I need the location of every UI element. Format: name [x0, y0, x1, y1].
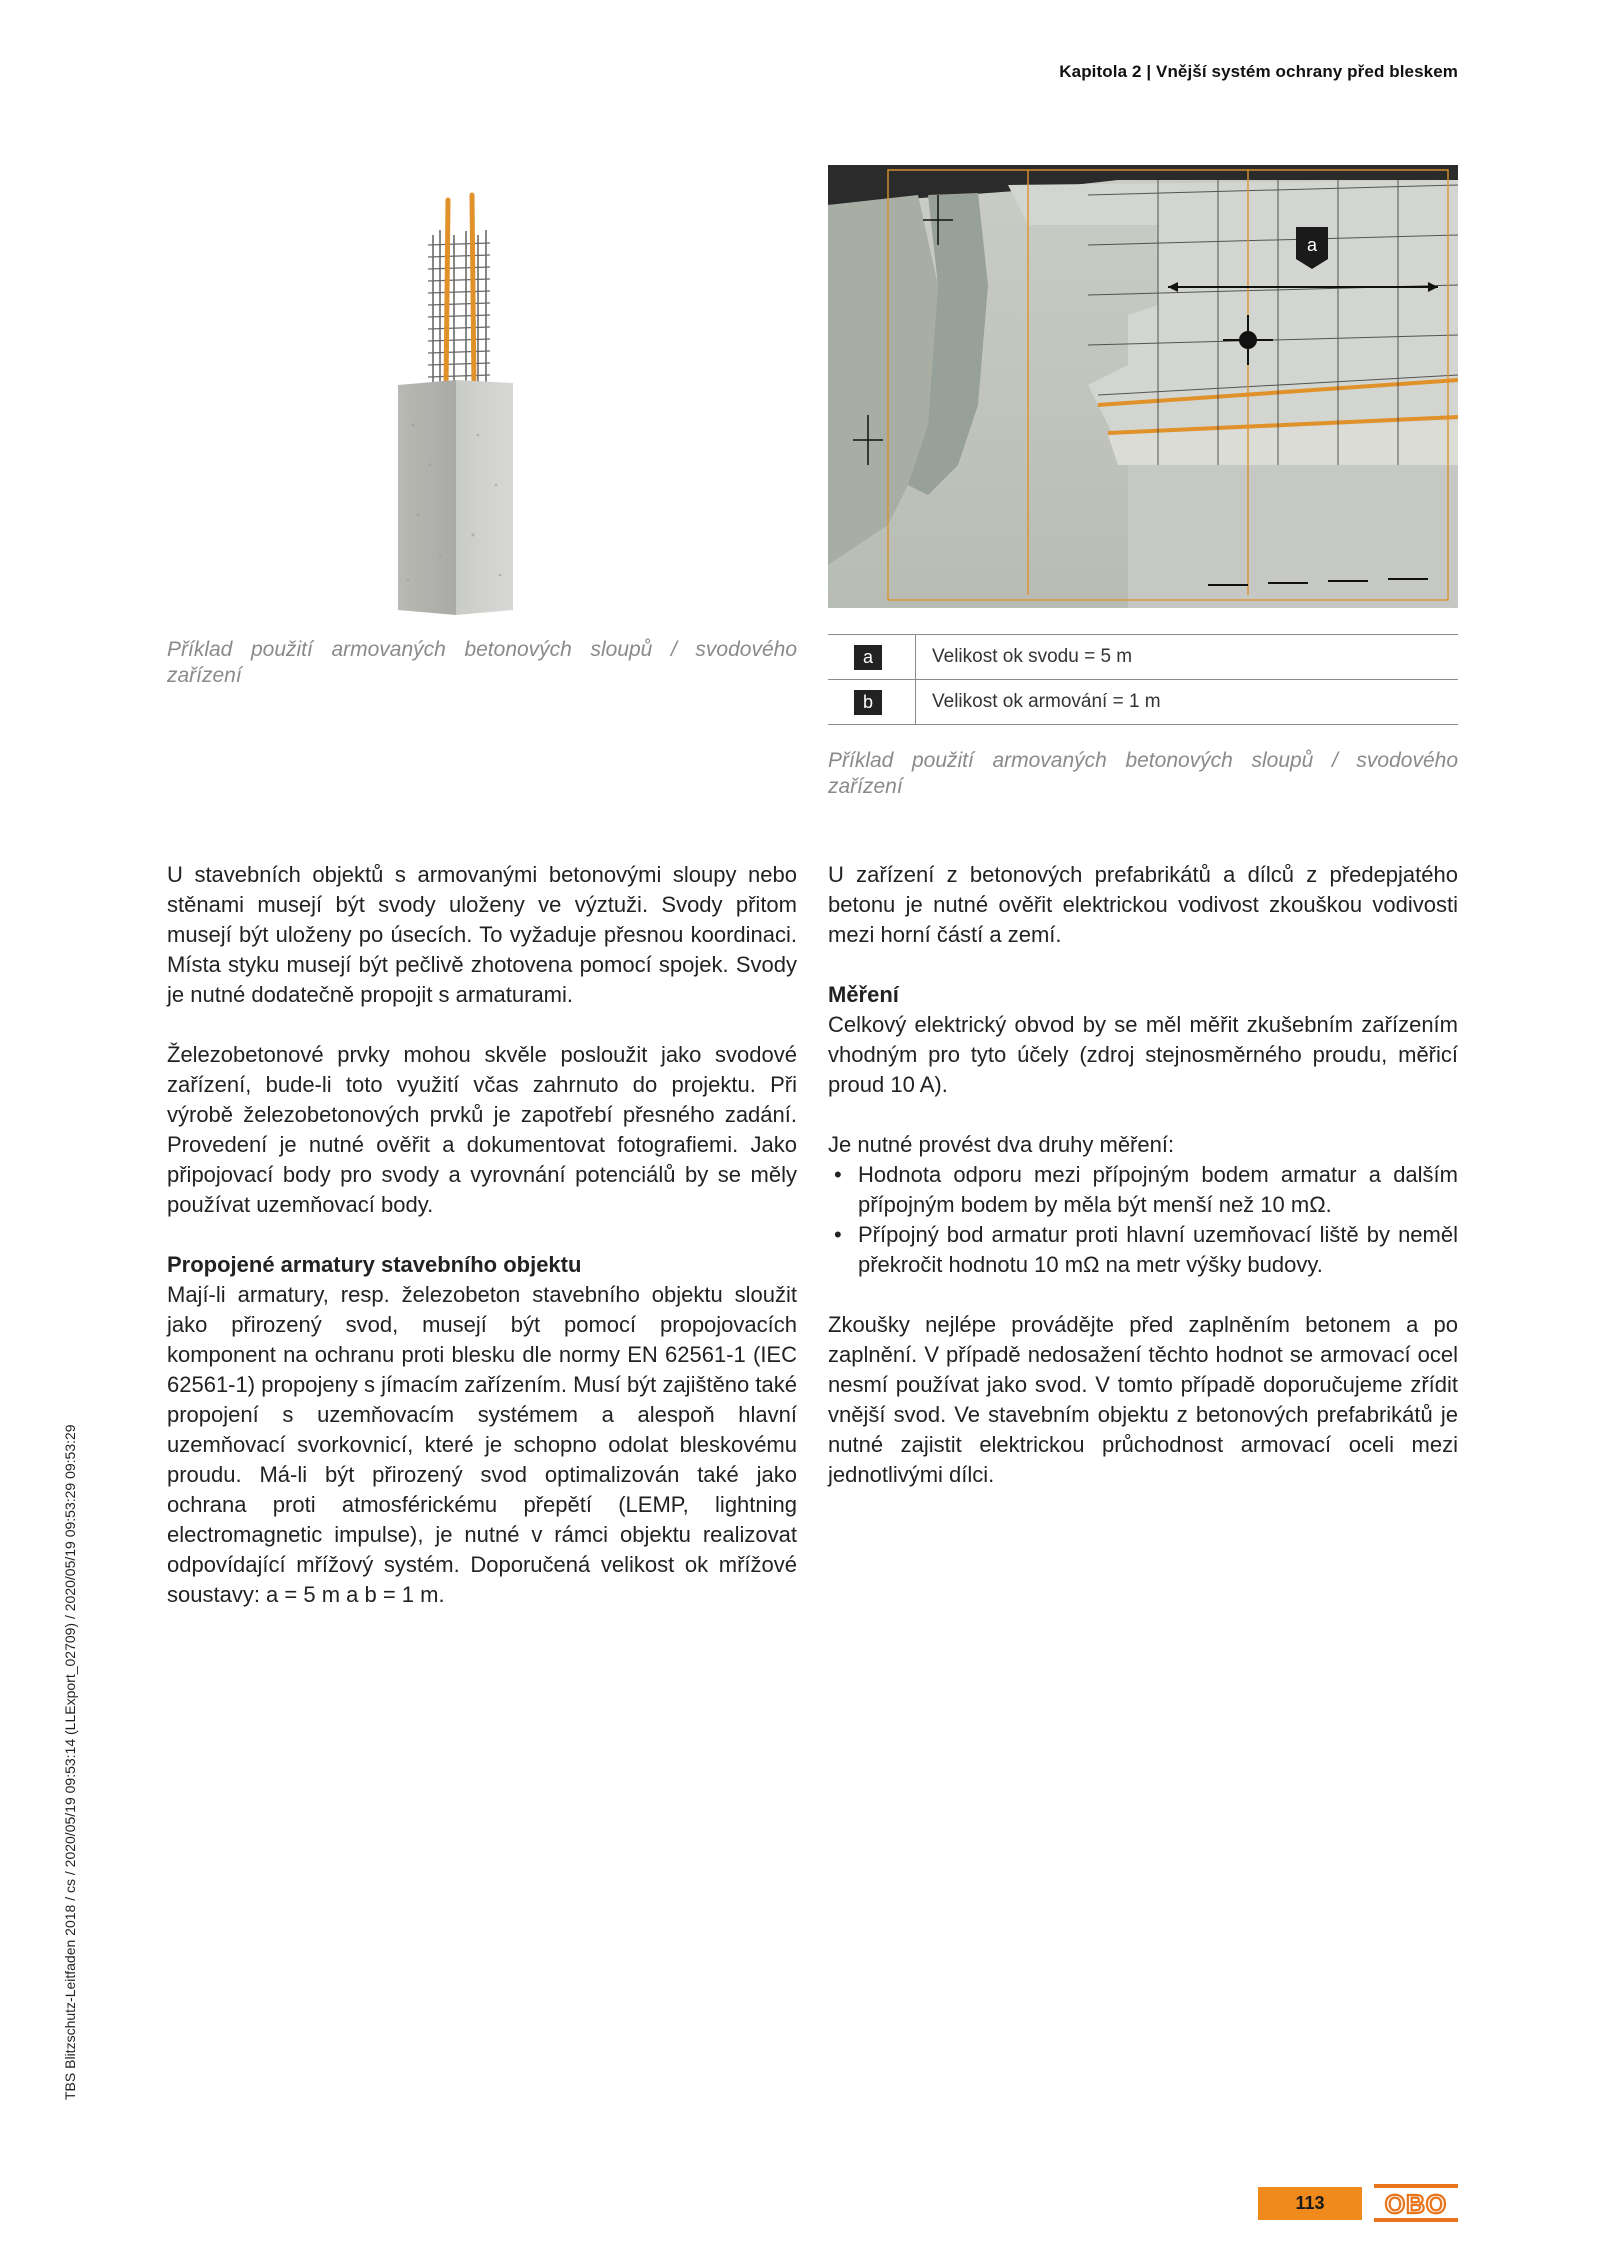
list-item: • Hodnota odporu mezi přípojným bodem armatur a dalším přípojným bodem by měla být menší než 10 mΩ. [828, 1160, 1458, 1220]
svg-text:a: a [1306, 235, 1318, 255]
figure-legend [828, 634, 1458, 725]
left-paragraph-2: Železobetonové prvky mohou skvěle posloužit jako svodové zařízení, bude-li toto využití včas zahrnuto do projektu. Při výrobě železobetonových prvků je zapotřebí přesného zadání. Provedení je nutné ověřit a dokumentovat fotografiemi. Jako připojovací body pro svody a vyrovnání potenciálů by se měly používat uzemňovací body. [167, 1042, 797, 1217]
measurement-list [828, 1160, 1458, 1280]
legend-row-a [828, 634, 1458, 679]
obo-logo [1374, 2184, 1458, 2222]
legend-text-a: Velikost ok svodu = 5 m [932, 646, 1133, 667]
slab-mesh-illustration [828, 165, 1458, 608]
legend-text-b: Velikost ok armování = 1 m [932, 691, 1161, 712]
right-paragraph-4: Zkoušky nejlépe provádějte před zaplněním betonem a po zaplnění. V případě nedosažení těchto hodnot se armovací ocel nesmí používat jako svod. V tomto případě doporučujeme zřídit vnější svod. Ve stavebním objektu z betonových prefabrikátů je nutné zajistit elektrickou průchodnost armovací oceli mezi jednotlivými dílci. [828, 1312, 1458, 1487]
left-text-column [167, 860, 797, 1640]
left-paragraph-1: U stavebních objektů s armovanými betonovými sloupy nebo stěnami musejí být svody uloženy ve výztuži. Svody přitom musejí být uloženy po úsecích. To vyžaduje přesnou koordinaci. Místa styku musejí být pečlivě zhotovena pomocí spojek. Svody je nutné dodatečně propojit s armaturami. [167, 862, 797, 1007]
left-figure-caption: Příklad použití armovaných betonových sloupů / svodového zařízení [167, 638, 797, 687]
right-paragraph-3: Je nutné provést dva druhy měření: [828, 1132, 1175, 1157]
left-paragraph-3: Mají-li armatury, resp. železobeton stavebního objektu sloužit jako přirozený svod, musejí být pomocí propojovacích komponent na ochranu proti blesku dle normy EN 62561-1 (IEC 62561-1) propojeny s jímacím zařízením. Musí být zajištěno také propojení s uzemňovacím systémem a alespoň hlavní uzemňovací svorkovnicí, které je schopno odolat bleskovému proudu. Má-li být přirozený svod optimalizován také jako ochrana proti atmosférickému přepětí (LEMP, lightning electromagnetic impulse), je nutné v rámci objektu realizovat odpovídající mřížový systém. Doporučená velikost ok mřížové soustavy: a = 5 m a b = 1 m. [167, 1282, 797, 1607]
svg-text:OBO: OBO [1384, 2189, 1448, 2219]
right-figure-caption: Příklad použití armovaných betonových sloupů / svodového zařízení [828, 749, 1458, 798]
right-text-column [828, 860, 1458, 1520]
legend-key-a: a [854, 645, 882, 670]
legend-key-b: b [854, 690, 882, 715]
chapter-header: Kapitola 2 | Vnější systém ochrany před bleskem [1059, 62, 1458, 81]
page-number: 113 [1258, 2187, 1362, 2220]
right-paragraph-1: U zařízení z betonových prefabrikátů a dílců z předepjatého betonu je nutné ověřit elektrickou vodivost zkouškou vodivosti mezi horní částí a zemí. [828, 862, 1458, 947]
legend-row-b [828, 679, 1458, 725]
list-item: • Přípojný bod armatur proti hlavní uzemňovací liště by neměl překročit hodnotu 10 mΩ na metr výšky budovy. [828, 1220, 1458, 1280]
right-paragraph-2: Celkový elektrický obvod by se měl měřit zkušebním zařízením vhodným pro tyto účely (zdroj stejnosměrného proudu, měřicí proud 10 A). [828, 1012, 1458, 1097]
reinforced-column-illustration [378, 185, 568, 615]
side-metadata-text: TBS Blitzschutz-Leitfaden 2018 / cs / 2020/05/19 09:53:14 (LLExport_02709) / 2020/05/19 09:53:29 09:53:29 [62, 1424, 78, 2100]
right-section-heading: Měření [828, 982, 899, 1007]
left-section-heading: Propojené armatury stavebního objektu [167, 1252, 582, 1277]
